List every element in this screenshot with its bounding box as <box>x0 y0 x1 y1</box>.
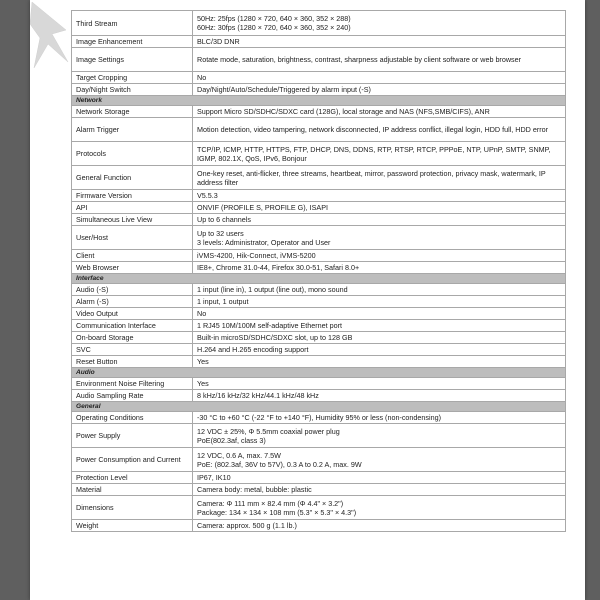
spec-row <box>72 84 566 96</box>
spec-value-line: Day/Night/Auto/Schedule/Triggered by alarm input (-S) <box>197 85 371 94</box>
spec-row <box>72 356 566 368</box>
spec-row <box>72 296 566 308</box>
spec-row <box>72 390 566 402</box>
spec-row <box>72 344 566 356</box>
spec-value <box>193 214 566 226</box>
spec-value <box>193 202 566 214</box>
spec-value-line: -30 °C to +60 °C (-22 °F to +140 °F), Humidity 95% or less (non-condensing) <box>197 413 441 422</box>
spec-key: Target Cropping <box>72 72 193 84</box>
spec-row <box>72 412 566 424</box>
spec-key: Protocols <box>72 142 193 166</box>
specification-table <box>71 10 566 532</box>
spec-value-line: ONVIF (PROFILE S, PROFILE G), ISAPI <box>197 203 328 212</box>
spec-row <box>72 142 566 166</box>
spec-value-line: 12 VDC, 0.6 A, max. 7.5W <box>197 450 281 460</box>
spec-key: Environment Noise Filtering <box>72 378 193 390</box>
spec-value <box>193 448 566 472</box>
spec-row <box>72 484 566 496</box>
spec-value <box>193 11 566 36</box>
spec-key: Communication Interface <box>72 320 193 332</box>
spec-row <box>72 36 566 48</box>
section-title: General <box>72 402 566 412</box>
spec-row <box>72 284 566 296</box>
spec-row <box>72 166 566 190</box>
spec-row <box>72 11 566 36</box>
spec-key: Video Output <box>72 308 193 320</box>
spec-value-line: H.264 and H.265 encoding support <box>197 345 309 354</box>
spec-value <box>193 356 566 368</box>
section-title: Audio <box>72 368 566 378</box>
spec-value <box>193 190 566 202</box>
spec-key: Weight <box>72 520 193 532</box>
spec-value <box>193 472 566 484</box>
spec-row <box>72 472 566 484</box>
spec-value-line: BLC/3D DNR <box>197 37 240 46</box>
spec-key: User/Host <box>72 226 193 250</box>
spec-value <box>193 484 566 496</box>
spec-key: Third Stream <box>72 11 193 36</box>
spec-row <box>72 190 566 202</box>
spec-value-line: Camera: approx. 500 g (1.1 lb.) <box>197 521 297 530</box>
spec-key: Material <box>72 484 193 496</box>
spec-row <box>72 424 566 448</box>
spec-row <box>72 308 566 320</box>
spec-key: Client <box>72 250 193 262</box>
spec-row <box>72 118 566 142</box>
spec-value-line: V5.5.3 <box>197 191 218 200</box>
spec-value-line: PoE: (802.3af, 36V to 57V), 0.3 A to 0.2 A, max. 9W <box>197 459 362 469</box>
spec-key: API <box>72 202 193 214</box>
spec-key: Image Enhancement <box>72 36 193 48</box>
spec-value <box>193 142 566 166</box>
spec-value-line: 60Hz: 30fps (1280 × 720, 640 × 360, 352 × 240) <box>197 23 351 32</box>
spec-key: Network Storage <box>72 106 193 118</box>
spec-value-line: Camera body: metal, bubble: plastic <box>197 485 312 494</box>
spec-value-line: TCP/IP, ICMP, HTTP, HTTPS, FTP, DHCP, DNS, DDNS, RTP, RTSP, RTCP, PPPoE, NTP, UPnP, SMTP, SNMP, IGMP, 802.1X, QoS, IPv6, Bonjour <box>197 144 551 163</box>
spec-value-line: 12 VDC ± 25%, Φ 5.5mm coaxial power plug <box>197 426 340 436</box>
spec-value <box>193 424 566 448</box>
spec-row <box>72 496 566 520</box>
spec-key: Dimensions <box>72 496 193 520</box>
spec-row <box>72 320 566 332</box>
spec-value-line: One-key reset, anti-flicker, three streams, heartbeat, mirror, password protection, privacy mask, watermark, IP address filter <box>197 168 546 187</box>
spec-key: Alarm Trigger <box>72 118 193 142</box>
spec-value-line: Camera: Φ 111 mm × 82.4 mm (Φ 4.4" × 3.2") <box>197 498 344 508</box>
spec-value <box>193 496 566 520</box>
section-header-row <box>72 368 566 378</box>
spec-value <box>193 118 566 142</box>
spec-key: Protection Level <box>72 472 193 484</box>
spec-row <box>72 250 566 262</box>
section-header-row <box>72 274 566 284</box>
spec-value-line: Built-in microSD/SDHC/SDXC slot, up to 128 GB <box>197 333 353 342</box>
spec-value <box>193 226 566 250</box>
spec-row <box>72 262 566 274</box>
spec-row <box>72 226 566 250</box>
spec-value-line: Support Micro SD/SDHC/SDXC card (128G), local storage and NAS (NFS,SMB/CIFS), ANR <box>197 107 490 116</box>
spec-row <box>72 72 566 84</box>
section-title: Interface <box>72 274 566 284</box>
spec-value-line: PoE(802.3af, class 3) <box>197 435 266 445</box>
section-header-row <box>72 96 566 106</box>
spec-value-line: 1 RJ45 10M/100M self-adaptive Ethernet port <box>197 321 343 330</box>
spec-value-line: 8 kHz/16 kHz/32 kHz/44.1 kHz/48 kHz <box>197 391 319 400</box>
spec-value <box>193 84 566 96</box>
spec-value <box>193 284 566 296</box>
spec-key: On-board Storage <box>72 332 193 344</box>
spec-row <box>72 214 566 226</box>
spec-value <box>193 520 566 532</box>
spec-key: Power Supply <box>72 424 193 448</box>
spec-key: Firmware Version <box>72 190 193 202</box>
spec-key: General Function <box>72 166 193 190</box>
spec-row <box>72 378 566 390</box>
spec-value-line: Up to 6 channels <box>197 215 251 224</box>
spec-value <box>193 262 566 274</box>
spec-value <box>193 332 566 344</box>
spec-row <box>72 106 566 118</box>
spec-key: Reset Button <box>72 356 193 368</box>
spec-key: Audio Sampling Rate <box>72 390 193 402</box>
spec-value <box>193 166 566 190</box>
spec-key: Alarm (-S) <box>72 296 193 308</box>
spec-row <box>72 48 566 72</box>
spec-value <box>193 296 566 308</box>
spec-row <box>72 520 566 532</box>
section-header-row <box>72 402 566 412</box>
spec-value-line: iVMS-4200, Hik-Connect, iVMS-5200 <box>197 251 316 260</box>
spec-row <box>72 202 566 214</box>
document-page <box>30 0 585 600</box>
spec-key: Web Browser <box>72 262 193 274</box>
spec-value <box>193 320 566 332</box>
spec-value-line: Motion detection, video tampering, network disconnected, IP address conflict, illegal login, HDD full, HDD error <box>197 125 549 134</box>
spec-value-line: 3 levels: Administrator, Operator and User <box>197 237 331 247</box>
spec-key: Operating Conditions <box>72 412 193 424</box>
spec-value-line: 1 input (line in), 1 output (line out), mono sound <box>197 285 348 294</box>
spec-value-line: Yes <box>197 357 209 366</box>
spec-value <box>193 308 566 320</box>
spec-value-line: Yes <box>197 379 209 388</box>
spec-value <box>193 378 566 390</box>
spec-value-line: Rotate mode, saturation, brightness, contrast, sharpness adjustable by client software or web browser <box>197 55 522 64</box>
spec-value-line: IE8+, Chrome 31.0-44, Firefox 30.0-51, Safari 8.0+ <box>197 263 360 272</box>
spec-value <box>193 344 566 356</box>
spec-value-line: No <box>197 309 207 318</box>
spec-value-line: No <box>197 73 207 82</box>
star-logo-watermark <box>30 0 70 600</box>
spec-key: Image Settings <box>72 48 193 72</box>
spec-value-line: Up to 32 users <box>197 228 244 238</box>
spec-row <box>72 448 566 472</box>
spec-value <box>193 72 566 84</box>
spec-key: SVC <box>72 344 193 356</box>
spec-value <box>193 390 566 402</box>
spec-key: Audio (-S) <box>72 284 193 296</box>
spec-value <box>193 412 566 424</box>
spec-key: Power Consumption and Current <box>72 448 193 472</box>
spec-value <box>193 48 566 72</box>
spec-value <box>193 250 566 262</box>
spec-value-line: 50Hz: 25fps (1280 × 720, 640 × 360, 352 × 288) <box>197 14 351 23</box>
spec-row <box>72 332 566 344</box>
spec-value <box>193 106 566 118</box>
spec-key: Day/Night Switch <box>72 84 193 96</box>
spec-value-line: IP67, IK10 <box>197 473 231 482</box>
spec-key: Simultaneous Live View <box>72 214 193 226</box>
spec-value-line: Package: 134 × 134 × 108 mm (5.3" × 5.3" × 4.3") <box>197 507 357 517</box>
section-title: Network <box>72 96 566 106</box>
spec-value-line: 1 input, 1 output <box>197 297 249 306</box>
spec-value <box>193 36 566 48</box>
